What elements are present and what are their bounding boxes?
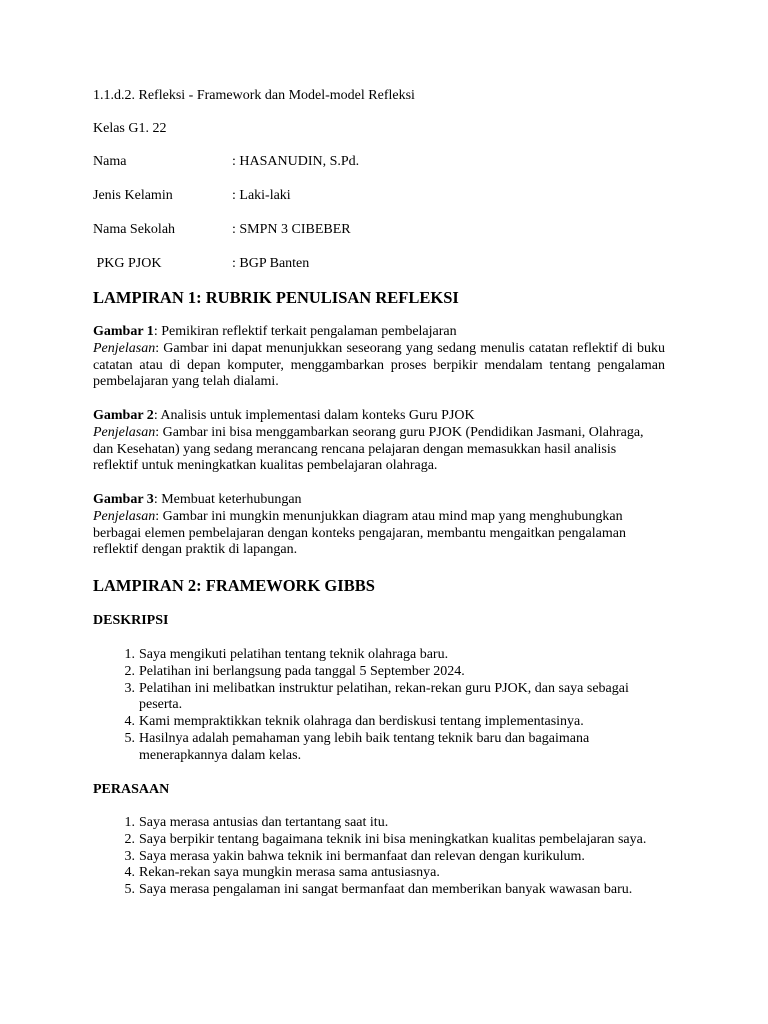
identity-label-name: Nama (93, 154, 127, 169)
lampiran2-heading: LAMPIRAN 2: FRAMEWORK GIBBS (93, 576, 375, 595)
gambar-2-caption-text: : Analisis untuk implementasi dalam konteks Guru PJOK (153, 408, 475, 423)
identity-label-pkg: PKG PJOK (93, 256, 162, 271)
list-item-text: Saya merasa pengalaman ini sangat bermanfaat dan memberikan banyak wawasan baru. (139, 882, 633, 898)
gambar-3-block (93, 492, 653, 559)
list-item-number: 3. (124, 680, 135, 696)
gambar-3-caption-text: : Membuat keterhubungan (153, 492, 302, 507)
list-item-number: 3. (124, 848, 135, 864)
list-item (93, 681, 653, 715)
list-item (93, 865, 653, 882)
list-item (93, 664, 653, 681)
gambar-1-block (93, 324, 665, 391)
identity-value-gender: : Laki-laki (232, 188, 291, 203)
deskripsi-heading: DESKRIPSI (93, 613, 169, 628)
gambar-2-explanation-label: Penjelasan (93, 424, 156, 440)
perasaan-list (93, 815, 653, 899)
list-item (93, 815, 653, 832)
gambar-1-caption (93, 324, 457, 339)
identity-label-gender: Jenis Kelamin (93, 188, 173, 203)
gambar-2-block (93, 408, 653, 475)
list-item (93, 714, 653, 731)
gambar-3-explanation-label: Penjelasan (93, 508, 156, 524)
list-item-text: Pelatihan ini berlangsung pada tanggal 5 September 2024. (139, 663, 465, 679)
deskripsi-list (93, 647, 653, 765)
list-item (93, 647, 653, 664)
identity-value-school: : SMPN 3 CIBEBER (232, 222, 351, 237)
lampiran1-heading: LAMPIRAN 1: RUBRIK PENULISAN REFLEKSI (93, 288, 459, 307)
identity-value-name: : HASANUDIN, S.Pd. (232, 154, 360, 169)
gambar-1-explanation-label: Penjelasan (93, 340, 156, 356)
list-item-text: Hasilnya adalah pemahaman yang lebih baik tentang teknik baru dan bagaimana menerapkannya dalam kelas. (139, 730, 590, 763)
list-item (93, 849, 653, 866)
list-item-text: Rekan-rekan saya mungkin merasa sama antusiasnya. (139, 865, 440, 881)
identity-label-school: Nama Sekolah (93, 222, 176, 237)
list-item-text: Saya berpikir tentang bagaimana teknik ini bisa meningkatkan kualitas pembelajaran saya. (139, 831, 647, 847)
list-item-number: 1. (124, 815, 135, 830)
gambar-1-label: Gambar 1 (93, 324, 154, 339)
list-item-number: 2. (124, 831, 135, 847)
list-item-text: Kami mempraktikkan teknik olahraga dan berdiskusi tentang implementasinya. (139, 714, 584, 730)
list-item-number: 5. (124, 730, 135, 746)
list-item-number: 2. (124, 663, 135, 679)
gambar-1-caption-text: : Pemikiran reflektif terkait pengalaman pembelajaran (153, 324, 457, 339)
list-item (93, 832, 653, 849)
class-label: Kelas G1. 22 (93, 121, 167, 136)
list-item-text: Pelatihan ini melibatkan instruktur pelatihan, rekan-rekan guru PJOK, dan saya sebagai peserta. (139, 680, 629, 713)
identity-value-pkg: : BGP Banten (232, 256, 310, 271)
gambar-3-caption (93, 492, 302, 507)
list-item-text: Saya mengikuti pelatihan tentang teknik olahraga baru. (139, 647, 449, 662)
list-item-number: 4. (124, 714, 135, 730)
gambar-2-explanation-text: : Gambar ini bisa menggambarkan seorang guru PJOK (Pendidikan Jasmani, Olahraga, dan Kesehatan) yang sedang merancang rencana pelajaran dengan memasukkan hasil analisis reflektif untuk meningkatkan kualitas pembelajaran olahraga. (93, 424, 644, 474)
list-item-number: 1. (124, 647, 135, 662)
gambar-2-caption (93, 408, 475, 423)
gambar-1-explanation-text: : Gambar ini dapat menunjukkan seseorang yang sedang menulis catatan reflektif di buku catatan atau di depan komputer, menggambarkan proses berpikir mendalam tentang pengalaman pembelajaran yang telah dialami. (93, 340, 665, 390)
list-item-number: 5. (124, 882, 135, 898)
list-item (93, 882, 653, 899)
list-item-text: Saya merasa antusias dan tertantang saat itu. (139, 815, 389, 830)
gambar-2-label: Gambar 2 (93, 408, 154, 423)
list-item (93, 731, 653, 765)
perasaan-heading: PERASAAN (93, 782, 170, 797)
gambar-3-label: Gambar 3 (93, 492, 154, 507)
document-title: 1.1.d.2. Refleksi - Framework dan Model-model Refleksi (93, 88, 415, 103)
list-item-text: Saya merasa yakin bahwa teknik ini bermanfaat dan relevan dengan kurikulum. (139, 848, 585, 864)
gambar-3-explanation-text: : Gambar ini mungkin menunjukkan diagram atau mind map yang menghubungkan berbagai elemen pembelajaran dengan konteks pengajaran, membantu mengaitkan pengalaman reflektif dengan praktik di lapangan. (93, 508, 626, 558)
list-item-number: 4. (124, 865, 135, 881)
